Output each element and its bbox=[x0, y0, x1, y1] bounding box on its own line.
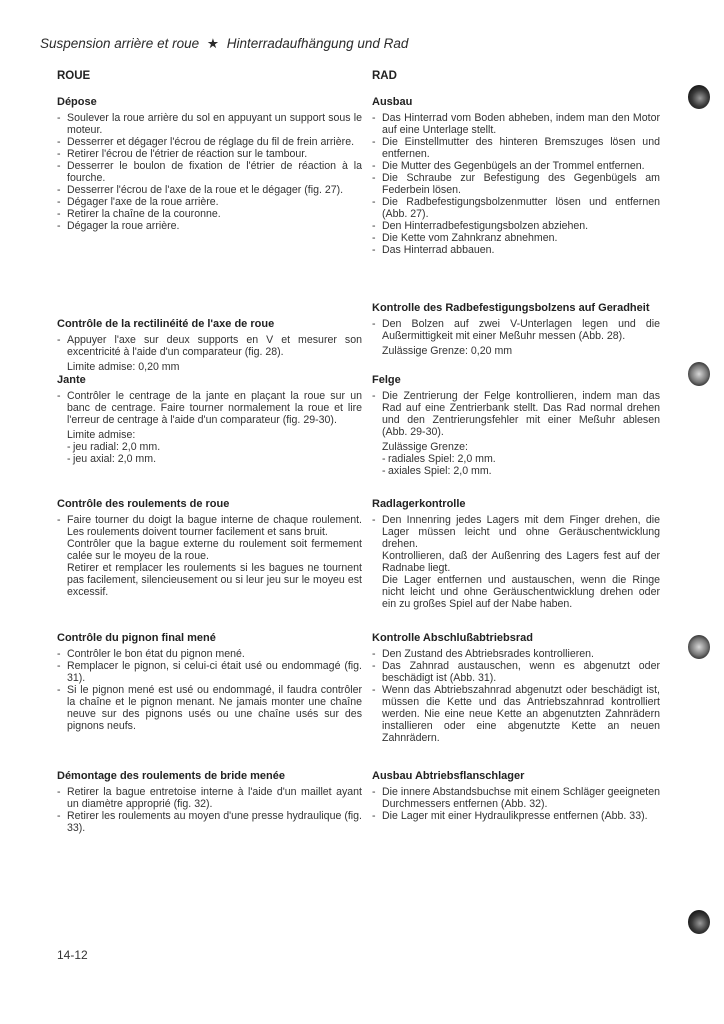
list-item: - Dégager l'axe de la roue arrière. bbox=[57, 196, 362, 208]
section-abtriebsrad bbox=[372, 632, 660, 744]
list-item: - Retirer la chaîne de la couronne. bbox=[57, 208, 362, 220]
list-item: - Den Hinterradbefestigungsbolzen abziehen. bbox=[372, 220, 660, 232]
list-item: - Die innere Abstandsbuchse mit einem Schläger geeigneten Durchmessers entfernen (Abb. 32). bbox=[372, 786, 660, 810]
list-item: - Desserrer l'écrou de l'axe de la roue et le dégager (fig. 27). bbox=[57, 184, 362, 196]
sub-item: - jeu axial: 2,0 mm. bbox=[57, 453, 362, 465]
thumb-index-mark-icon bbox=[688, 362, 710, 386]
section-depose bbox=[57, 96, 362, 232]
limit-note: Zulässige Grenze: 0,20 mm bbox=[382, 345, 513, 357]
title-fr: Suspension arrière et roue bbox=[40, 36, 200, 51]
list-item: - Den Bolzen auf zwei V-Unterlagen legen und die Außermittigkeit mit einer Meßuhr messen (Abb. 28). bbox=[372, 318, 660, 342]
list-item: - Contrôler le centrage de la jante en plaçant la roue sur un banc de centrage. Faire tourner normalement la roue et lire l'erreur de centrage à l'aide d'un comparateur (fig. 29-30). bbox=[57, 390, 362, 426]
list-item: - Remplacer le pignon, si celui-ci était usé ou endommagé (fig. 31). bbox=[57, 660, 362, 684]
list-item: - Das Zahnrad austauschen, wenn es abgenutzt oder beschädigt ist (Abb. 31). bbox=[372, 660, 660, 684]
list-item: - Die Radbefestigungsbolzenmutter lösen und entfernen (Abb. 27). bbox=[372, 196, 660, 220]
list-item: - Appuyer l'axe sur deux supports en V et mesurer son excentricité à l'aide d'un comparateur (fig. 28). bbox=[57, 334, 362, 358]
list-item: - Faire tourner du doigt la bague interne de chaque roulement. Les roulements doivent tourner facilement et sans bruit. bbox=[57, 514, 362, 538]
list-item: - Si le pignon mené est usé ou endommagé, il faudra contrôler la chaîne et le pignon menant. Ne jamais monter une chaîne neuve sur des pignons usés ou une chaîne usés sur des pignons neufs. bbox=[57, 684, 362, 732]
section-title: Démontage des roulements de bride menée bbox=[57, 770, 286, 782]
list-item: - Das Hinterrad abbauen. bbox=[372, 244, 660, 256]
list-item: - Die Einstellmutter des hinteren Bremszuges lösen und entfernen. bbox=[372, 136, 660, 160]
section-title: Contrôle de la rectilinéité de l'axe de roue bbox=[57, 318, 275, 330]
paragraph: Kontrollieren, daß der Außenring des Lagers fest auf der Radnabe liegt. bbox=[382, 550, 660, 574]
thumb-index-mark-icon bbox=[688, 910, 710, 934]
list-item: - Die Schraube zur Befestigung des Gegenbügels am Federbein lösen. bbox=[372, 172, 660, 196]
column-german bbox=[372, 70, 660, 822]
section-title: Contrôle des roulements de roue bbox=[57, 498, 230, 510]
list-item: - Retirer la bague entretoise interne à l'aide d'un maillet ayant un diamètre approprié (fig. 32). bbox=[57, 786, 362, 810]
section-flange-bearings bbox=[57, 770, 362, 834]
thumb-index-mark-icon bbox=[688, 85, 710, 109]
column-title: RAD bbox=[372, 70, 397, 82]
page-title bbox=[40, 36, 408, 52]
section-flanschlager bbox=[372, 770, 660, 822]
section-bearings bbox=[57, 498, 362, 598]
list-item: - Die Kette vom Zahnkranz abnehmen. bbox=[372, 232, 660, 244]
list-item: - Contrôler le bon état du pignon mené. bbox=[57, 648, 362, 660]
sub-item: - radiales Spiel: 2,0 mm. bbox=[372, 453, 660, 465]
list-item: - Die Lager mit einer Hydraulikpresse entfernen (Abb. 33). bbox=[372, 810, 660, 822]
limit-note: Limite admise: bbox=[67, 429, 136, 441]
list-item: - Dégager la roue arrière. bbox=[57, 220, 362, 232]
section-title: Contrôle du pignon final mené bbox=[57, 632, 216, 644]
section-felge bbox=[372, 374, 660, 477]
list-item: - Wenn das Abtriebszahnrad abgenutzt oder beschädigt ist, müssen die Kette und das Antriebszahnrad kontrolliert werden. Nie eine neue Kette an abgenutzten Zahnrädern installieren oder eine abgenutzte Kette an neuen Zahnrädern. bbox=[372, 684, 660, 744]
list-item: - Das Hinterrad vom Boden abheben, indem man den Motor auf eine Unterlage stellt. bbox=[372, 112, 660, 136]
star-icon: ★ bbox=[206, 36, 219, 51]
section-title: Jante bbox=[57, 374, 86, 386]
limit-note: Zulässige Grenze: bbox=[382, 441, 468, 453]
section-title: Ausbau bbox=[372, 96, 413, 108]
sub-item: - jeu radial: 2,0 mm. bbox=[57, 441, 362, 453]
section-driven-sprocket bbox=[57, 632, 362, 732]
section-title: Radlagerkontrolle bbox=[372, 498, 466, 510]
section-title: Ausbau Abtriebsflanschlager bbox=[372, 770, 525, 782]
list-item: - Desserrer le boulon de fixation de l'étrier de réaction à la fourche. bbox=[57, 160, 362, 184]
section-jante bbox=[57, 374, 362, 465]
column-title: ROUE bbox=[57, 70, 91, 82]
title-de: Hinterradaufhängung und Rad bbox=[226, 36, 409, 51]
list-item: - Die Zentrierung der Felge kontrollieren, indem man das Rad auf eine Zentrierbank stellt. Das Rad normal drehen und den Zentrierungsfehler mit einer Meßuhr ablesen (Abb. 29-30). bbox=[372, 390, 660, 438]
column-french bbox=[57, 70, 362, 834]
list-item: - Retirer l'écrou de l'étrier de réaction sur le tambour. bbox=[57, 148, 362, 160]
section-title: Kontrolle des Radbefestigungsbolzens auf Geradheit bbox=[372, 302, 650, 314]
list-item: - Den Zustand des Abtriebsrades kontrollieren. bbox=[372, 648, 660, 660]
paragraph: Retirer et remplacer les roulements si les bagues ne tournent pas facilement, silencieusement ou si leur jeu sur le moyeu est excessif. bbox=[67, 562, 362, 598]
list-item: - Die Mutter des Gegenbügels an der Trommel entfernen. bbox=[372, 160, 660, 172]
page-number: 14-12 bbox=[57, 948, 88, 962]
section-title: Kontrolle Abschlußabtriebsrad bbox=[372, 632, 533, 644]
section-title: Felge bbox=[372, 374, 401, 386]
sub-item: - axiales Spiel: 2,0 mm. bbox=[372, 465, 660, 477]
section-bolt-straightness bbox=[372, 302, 660, 357]
list-item: - Soulever la roue arrière du sol en appuyant un support sous le moteur. bbox=[57, 112, 362, 136]
paragraph: Die Lager entfernen und austauschen, wenn die Ringe nicht leicht und ohne Geräuschentwicklung drehen oder ein zu großes Spiel auf der Nabe haben. bbox=[382, 574, 660, 610]
limit-note: Limite admise: 0,20 mm bbox=[67, 361, 180, 373]
list-item: - Desserrer et dégager l'écrou de réglage du fil de frein arrière. bbox=[57, 136, 362, 148]
list-item: - Retirer les roulements au moyen d'une presse hydraulique (fig. 33). bbox=[57, 810, 362, 834]
section-radlager bbox=[372, 498, 660, 610]
section-axle-straightness bbox=[57, 318, 362, 373]
section-ausbau bbox=[372, 96, 660, 256]
thumb-index-mark-icon bbox=[688, 635, 710, 659]
paragraph: Contrôler que la bague externe du roulement soit fermement calée sur le moyeu de la roue. bbox=[67, 538, 362, 562]
section-title: Dépose bbox=[57, 96, 97, 108]
list-item: - Den Innenring jedes Lagers mit dem Finger drehen, die Lager müssen leicht und ohne Geräuschentwicklung drehen. bbox=[372, 514, 660, 550]
